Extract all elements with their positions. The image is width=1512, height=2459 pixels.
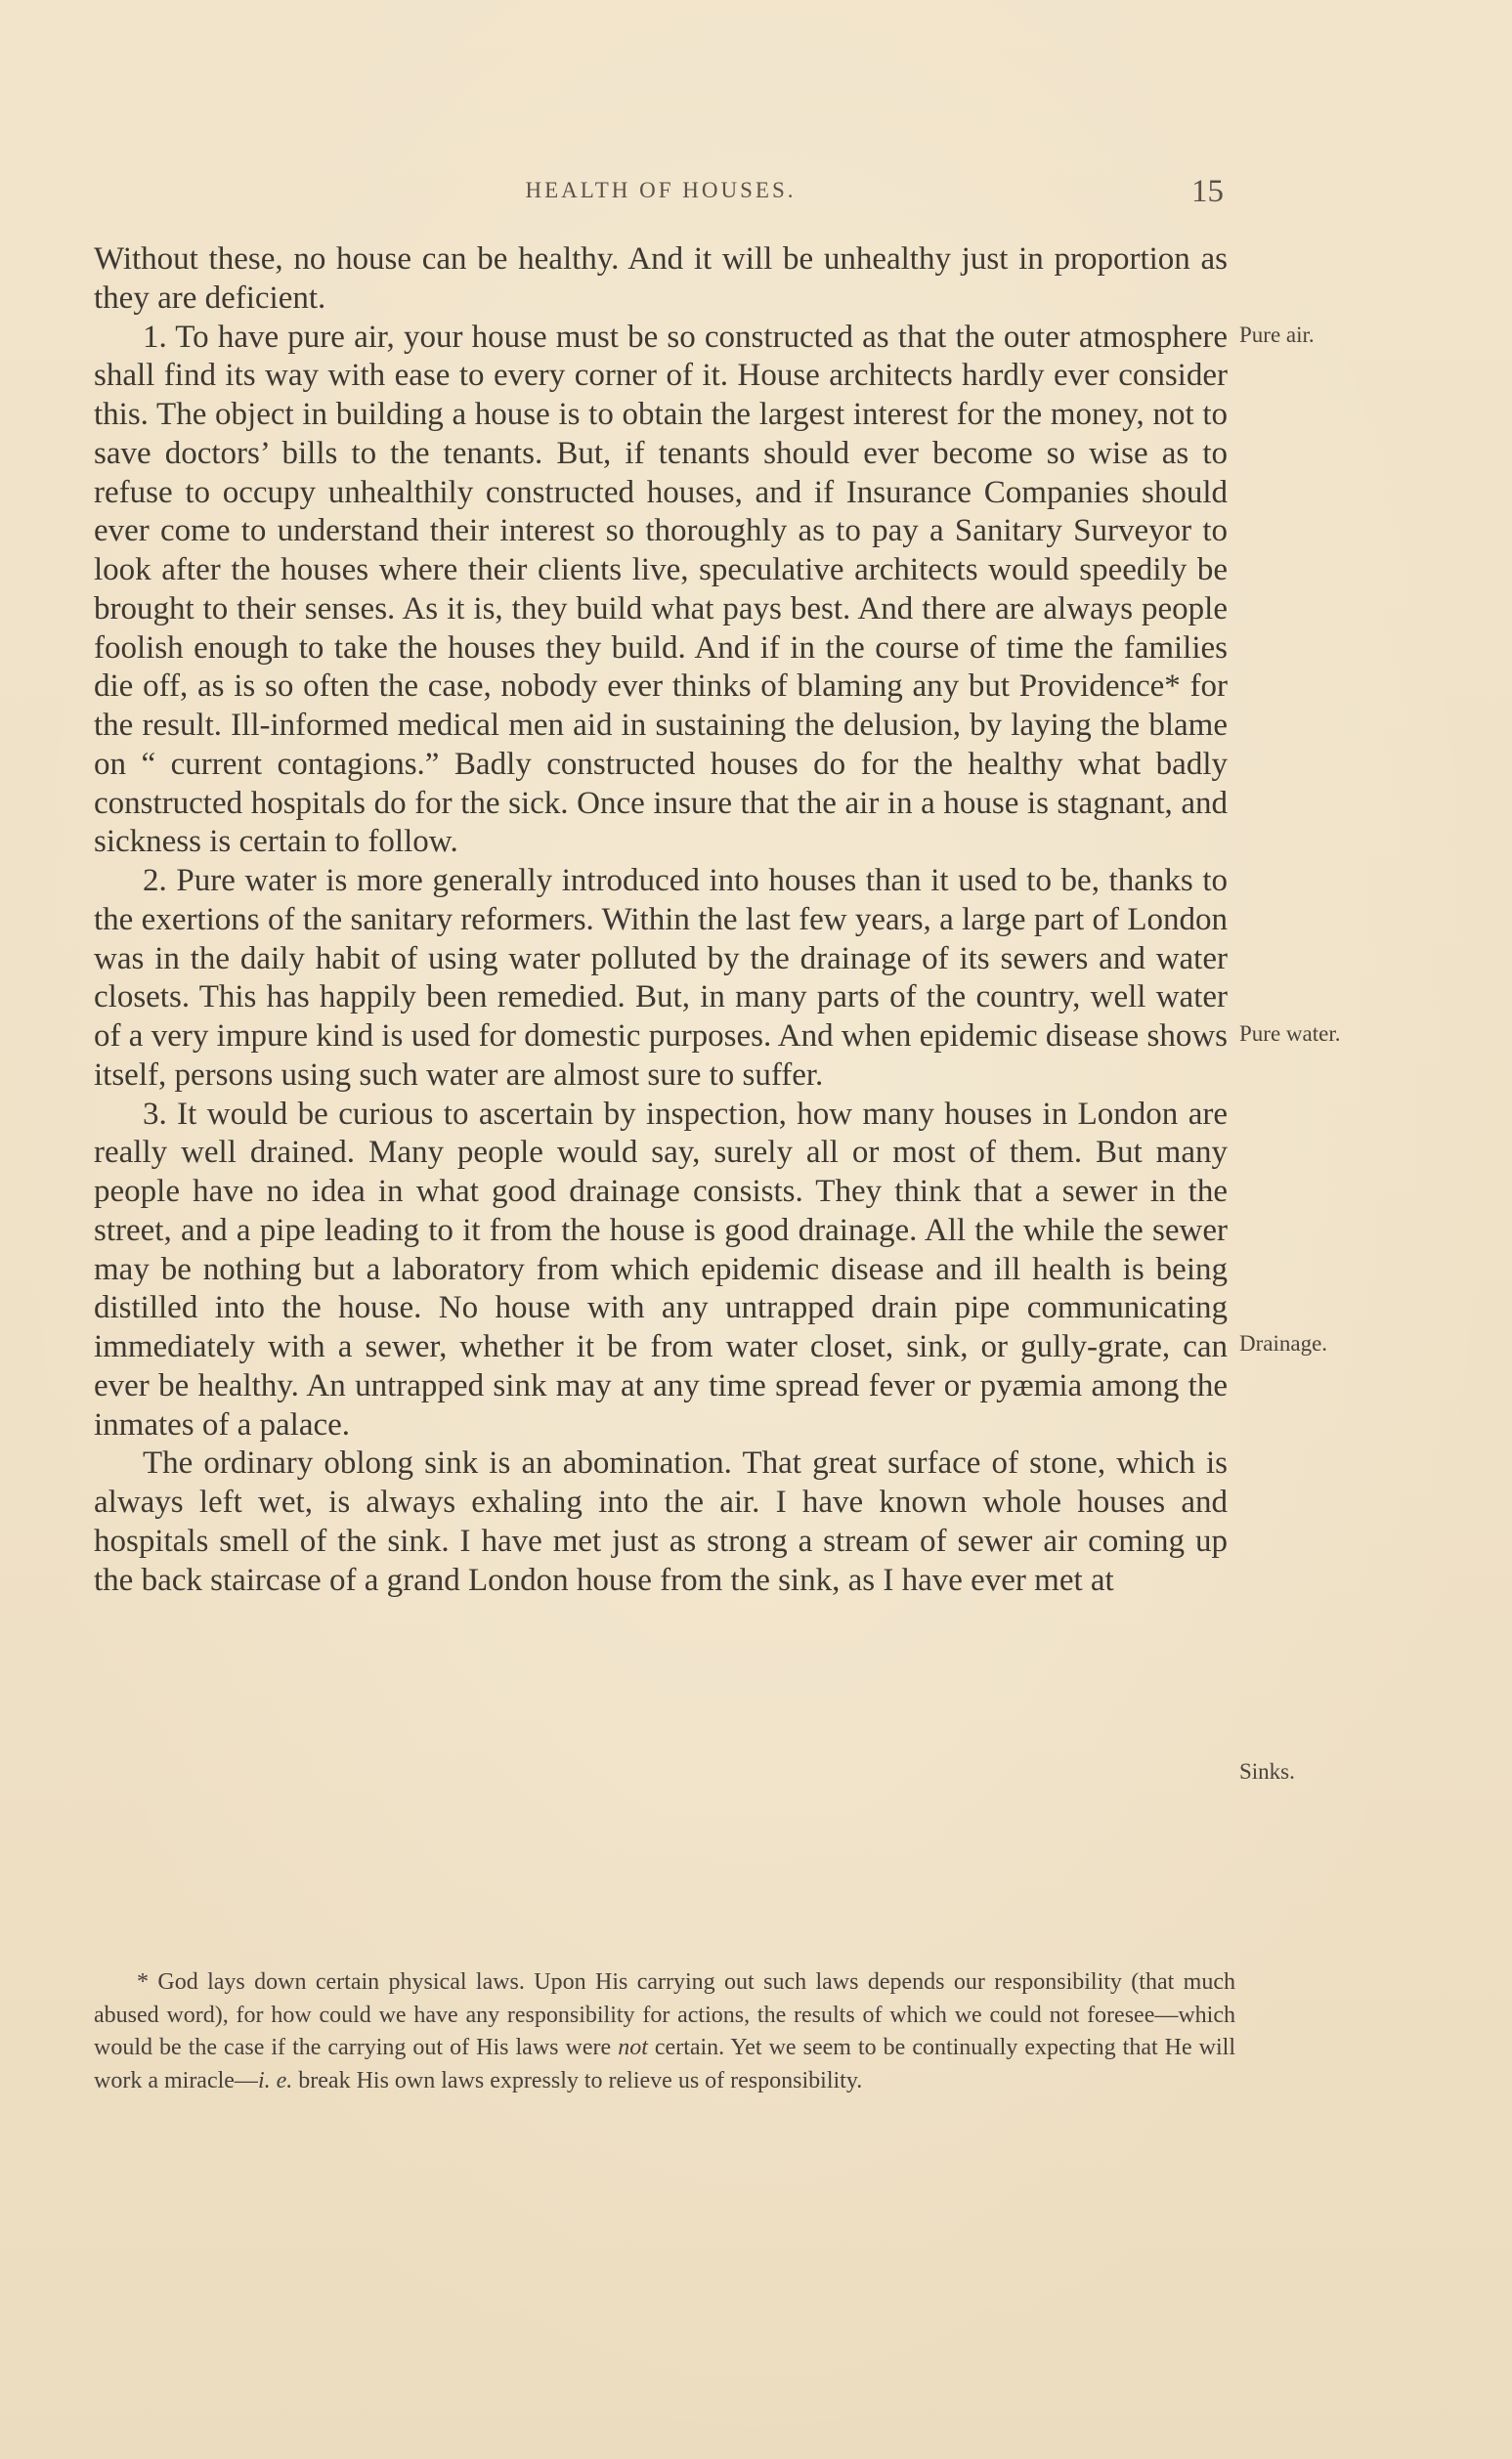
margin-note-pure-water: Pure water.: [1239, 1021, 1341, 1046]
footnote-emphasis-ie: i. e.: [257, 2067, 293, 2093]
paragraph-intro: Without these, no house can be healthy. And it will be unhealthy just in proportion as they are deficient.: [94, 241, 1228, 316]
footnote: [94, 1966, 1235, 2097]
running-title: HEALTH OF HOUSES.: [525, 178, 797, 202]
footnote-emphasis-not: not: [618, 2035, 648, 2060]
footnote-text-middle: certain. Yet we seem to be continually expecting that He will work a miracle—: [94, 2035, 1236, 2093]
page-number: 15: [1191, 174, 1224, 209]
paragraph-pure-air: 1. To have pure air, your house must be so constructed as that the outer atmosphere shall find its way with ease to every corner of it. House architects hardly ever consider this. The object in building a house is to obtain the largest interest for the money, not to save doctors’ bills to the tenants. But, if tenants should ever become so wise as to refuse to occupy unhealthily constructed houses, and if Insurance Companies should ever come to understand their interest so thoroughly as to pay a Sanitary Surveyor to look after the houses where their clients live, speculative architects would speedily be brought to their senses. As it is, they build what pays best. And there are always people foolish enough to take the houses they build. And if in the course of time the families die off, as is so often the case, nobody ever thinks of blaming any but Providence* for the result. Ill-informed medical men aid in sustaining the delusion, by laying the blame on “ current contagions.” Badly constructed houses do for the healthy what badly constructed hospitals do for the sick. Once insure that the air in a house is stagnant, and sickness is certain to follow.: [94, 319, 1228, 860]
main-text: [94, 240, 1228, 1600]
paragraph-drainage: 3. It would be curious to ascertain by inspection, how many houses in London are really well drained. Many people would say, surely all or most of them. But many people have no idea in what good drainage consists. They think that a sewer in the street, and a pipe leading to it from the house is good drainage. All the while the sewer may be nothing but a laboratory from which epidemic disease and ill health is being distilled into the house. No house with any untrapped drain pipe communicating immediately with a sewer, whether it be from water closet, sink, or gully-grate, can ever be healthy. An untrapped sink may at any time spread fever or pyæmia among the inmates of a palace.: [94, 1096, 1228, 1443]
page-header: [94, 174, 1228, 213]
margin-note-drainage: Drainage.: [1239, 1331, 1328, 1356]
margin-note-pure-air: Pure air.: [1239, 323, 1315, 347]
footnote-text-start: * God lays down certain physical laws. Upon His carrying out such laws depends our responsibility (that much abused word), for how could we have any responsibility for actions, the results of which we could not foresee—which would be the case if the carrying out of His laws were: [94, 1969, 1235, 2060]
paragraph-sinks: The ordinary oblong sink is an abomination. That great surface of stone, which is always left wet, is always exhaling into the air. I have known whole houses and hospitals smell of the sink. I have met just as strong a stream of sewer air coming up the back staircase of a grand London house from the sink, as I have ever met at: [94, 1445, 1228, 1598]
footnote-text-end: break His own laws expressly to relieve us of responsibility.: [298, 2067, 863, 2093]
footnote-paragraph: [94, 1966, 1235, 2097]
margin-note-sinks: Sinks.: [1239, 1759, 1295, 1784]
paragraph-pure-water: 2. Pure water is more generally introduced into houses than it used to be, thanks to the exertions of the sanitary reformers. Within the last few years, a large part of London was in the daily habit of using water polluted by the drainage of its sewers and water closets. This has happily been remedied. But, in many parts of the country, well water of a very impure kind is used for domestic purposes. And when epidemic disease shows itself, persons using such water are almost sure to suffer.: [94, 863, 1228, 1093]
